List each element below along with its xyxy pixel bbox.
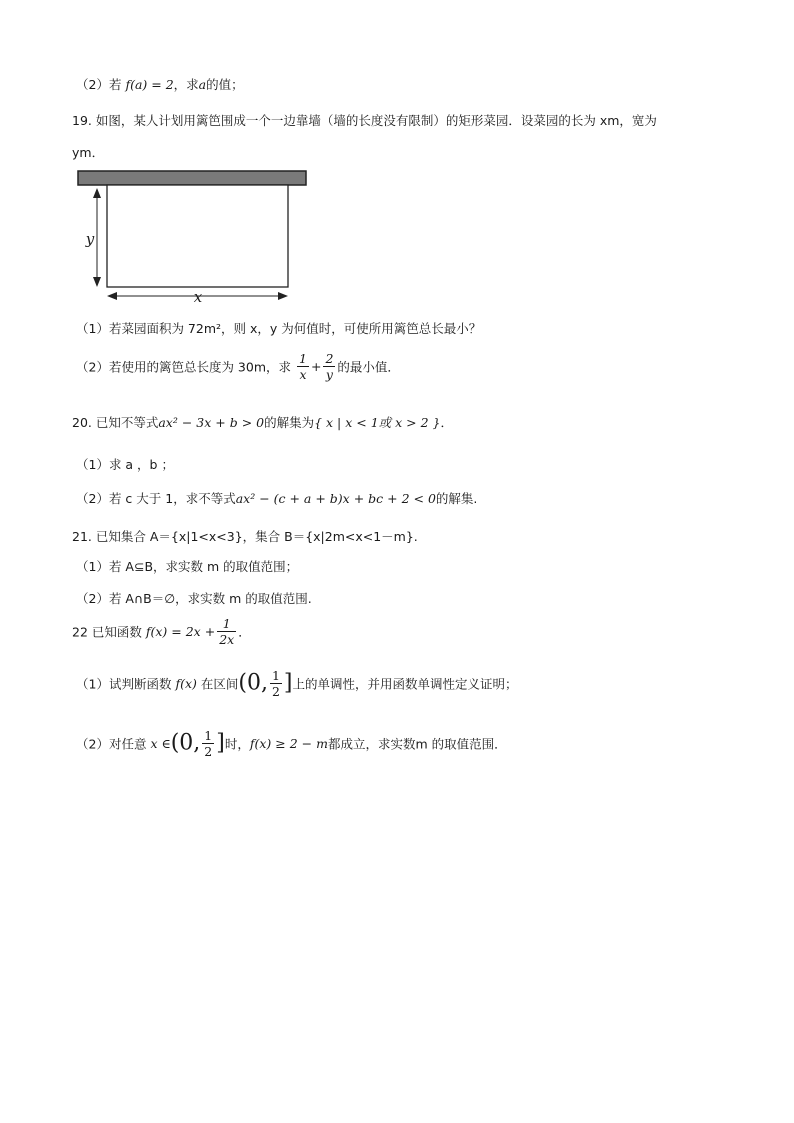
fraction-one-half: $\frac{1}{2}$ xyxy=(204,728,213,759)
equation-f-a: f(a) = 2 xyxy=(125,77,174,92)
q21-part2: （2）若 A∩B＝∅，求实数 m 的取值范围. xyxy=(76,591,312,606)
q20-part2: （2）若 c 大于 1，求不等式ax² − (c + a + b)x + bc + 2 < 0的解集. xyxy=(76,491,478,506)
inequality-f-x: f(x) ≥ 2 − m xyxy=(249,736,328,751)
inequality-part2: ax² − (c + a + b)x + bc + 2 < 0 xyxy=(235,491,436,506)
solution-set: { x | x < 1或 x > 2 } xyxy=(314,415,441,430)
inequality-main: ax² − 3x + b > 0 xyxy=(158,415,265,430)
q20-part1: （1）求 a ，b ； xyxy=(76,457,174,472)
fraction-2-over-y: $\frac{2}{y}$ xyxy=(325,351,334,382)
fraction-1-over-2x: $\frac{1}{2x}$ xyxy=(219,616,235,647)
q20-stem: 20. 已知不等式ax² − 3x + b > 0的解集为{ x | x < 1或 x > 2 }． xyxy=(72,415,454,430)
label-x: x xyxy=(193,288,203,306)
q19-part2: （2）若使用的篱笆总长度为 30m，求 $\frac{1}{x}$ + $\frac{2}{y}$ 的最小值． xyxy=(76,351,400,382)
garden-rectangle xyxy=(107,185,288,287)
fraction-1-over-x: $\frac{1}{x}$ xyxy=(299,351,307,382)
q22-part2: （2）对任意 x ∈(0, $\frac{1}{2}$ ]时，f(x) ≥ 2 − m都成立，求实数m 的取值范围． xyxy=(76,728,507,759)
q22-stem: 22 已知函数 f(x) = 2x + $\frac{1}{2x}$ ． xyxy=(72,616,251,647)
wall xyxy=(78,171,306,185)
q19-stem-line2: ym． xyxy=(72,145,105,160)
fraction-one-half: $\frac{1}{2}$ xyxy=(271,668,280,699)
interval-part2-open: (0, xyxy=(170,730,201,756)
garden-diagram xyxy=(76,168,326,308)
function-definition: f(x) = 2x + xyxy=(145,624,216,639)
q18-part2: （2）若 f(a) = 2，求a的值； xyxy=(76,77,244,92)
q22-part1: （1）试判断函数 f(x) 在区间(0, $\frac{1}{2}$ ]上的单调性，并用函数单调性定义证明； xyxy=(76,668,518,699)
q19-part1: （1）若菜园面积为 72m²，则 x，y 为何值时，可使所用篱笆总长最小？ xyxy=(76,321,482,336)
q21-stem: 21. 已知集合 A＝{x|1<x<3}，集合 B＝{x|2m<x<1－m}. xyxy=(72,529,418,544)
interval-part1-open: (0, xyxy=(238,670,268,696)
q21-part1: （1）若 A⊆B，求实数 m 的取值范围； xyxy=(76,559,299,574)
q19-stem-line1: 19. 如图，某人计划用篱笆围成一个一边靠墙（墙的长度没有限制）的矩形菜园．设菜园的长为 xm，宽为 xyxy=(72,113,657,128)
label-y: y xyxy=(85,230,95,248)
